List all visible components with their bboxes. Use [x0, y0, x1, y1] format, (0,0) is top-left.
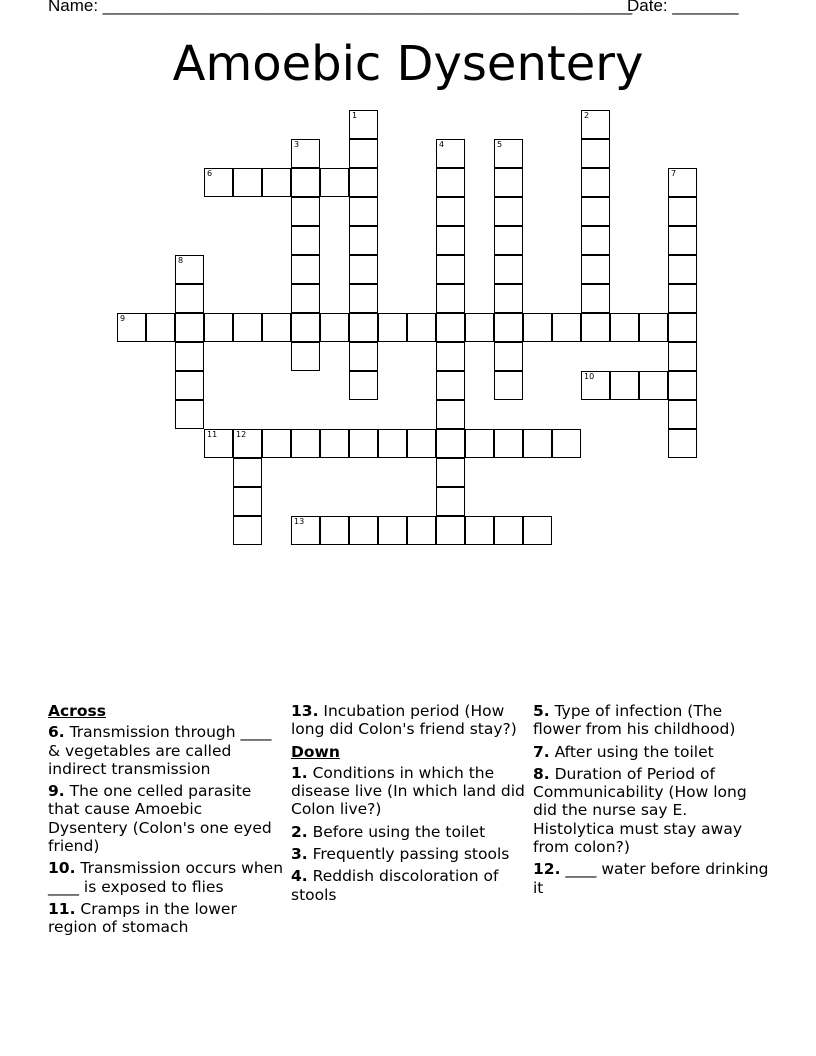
cell-number: 12 — [236, 430, 247, 439]
crossword-cell[interactable] — [436, 139, 465, 168]
crossword-cell[interactable] — [175, 342, 204, 371]
crossword-cell[interactable] — [262, 313, 291, 342]
crossword-cell[interactable] — [668, 168, 697, 197]
clue-text: Type of infection (The flower from his childhood) — [533, 702, 736, 739]
crossword-cell[interactable] — [233, 516, 262, 545]
crossword-cell[interactable] — [407, 429, 436, 458]
crossword-cell[interactable] — [320, 168, 349, 197]
cell-number: 9 — [120, 314, 126, 323]
clues-column-1 — [48, 702, 284, 941]
crossword-cell[interactable] — [378, 516, 407, 545]
crossword-cell[interactable] — [494, 516, 523, 545]
crossword-cell[interactable] — [407, 313, 436, 342]
crossword-cell[interactable] — [581, 139, 610, 168]
crossword-cell[interactable] — [581, 255, 610, 284]
clue-down-5 — [533, 702, 769, 739]
cell-number: 7 — [671, 169, 677, 178]
clue-number: 2. — [291, 822, 308, 841]
crossword-cell[interactable] — [581, 284, 610, 313]
crossword-cell[interactable] — [494, 255, 523, 284]
clue-across-11 — [48, 900, 284, 937]
crossword-cell[interactable] — [668, 226, 697, 255]
crossword-cell[interactable] — [262, 429, 291, 458]
crossword-cell[interactable] — [610, 371, 639, 400]
clue-number: 6. — [48, 723, 65, 742]
crossword-cell[interactable] — [494, 226, 523, 255]
crossword-cell[interactable] — [436, 313, 465, 342]
clue-across-9 — [48, 782, 284, 855]
clue-down-2 — [291, 823, 527, 841]
clue-down-3 — [291, 845, 527, 863]
crossword-cell[interactable] — [204, 168, 233, 197]
crossword-cell[interactable] — [349, 429, 378, 458]
clue-across-10 — [48, 859, 284, 896]
crossword-cell[interactable] — [523, 313, 552, 342]
clue-text: After using the toilet — [549, 742, 714, 761]
clue-number: 5. — [533, 702, 550, 720]
cell-number: 11 — [207, 430, 218, 439]
crossword-cell[interactable] — [175, 371, 204, 400]
crossword-cell[interactable] — [465, 429, 494, 458]
clue-number: 12. — [533, 860, 561, 879]
crossword-cell[interactable] — [262, 168, 291, 197]
clue-text: Transmission occurs when ____ is exposed to flies — [48, 859, 284, 896]
crossword-cell[interactable] — [291, 168, 320, 197]
crossword-cell[interactable] — [175, 255, 204, 284]
crossword-cell[interactable] — [117, 313, 146, 342]
clue-text: ____ water before drinking it — [533, 860, 769, 897]
crossword-cell[interactable] — [436, 255, 465, 284]
cell-number: 4 — [439, 140, 445, 149]
clue-text: Reddish discoloration of stools — [291, 867, 499, 904]
crossword-cell[interactable] — [349, 313, 378, 342]
date-field-label: Date: _______ — [627, 0, 739, 15]
clue-number: 8. — [533, 764, 550, 783]
crossword-cell[interactable] — [436, 429, 465, 458]
clue-number: 1. — [291, 763, 308, 782]
crossword-cell[interactable] — [291, 197, 320, 226]
crossword-cell[interactable] — [349, 342, 378, 371]
crossword-cell[interactable] — [436, 342, 465, 371]
crossword-cell[interactable] — [291, 313, 320, 342]
crossword-cell[interactable] — [610, 313, 639, 342]
crossword-cell[interactable] — [436, 226, 465, 255]
cell-number: 1 — [352, 111, 358, 120]
crossword-cell[interactable] — [233, 168, 262, 197]
clue-text: The one celled parasite that cause Amoebic Dysentery (Colon's one eyed friend) — [48, 782, 272, 856]
crossword-cell[interactable] — [233, 487, 262, 516]
crossword-cell[interactable] — [349, 255, 378, 284]
crossword-cell[interactable] — [349, 371, 378, 400]
clue-text: Conditions in which the disease live (In which land did Colon live?) — [291, 763, 525, 819]
clue-text: Cramps in the lower region of stomach — [48, 899, 237, 937]
crossword-cell[interactable] — [494, 284, 523, 313]
clue-number: 11. — [48, 899, 76, 918]
crossword-cell[interactable] — [668, 429, 697, 458]
crossword-cell[interactable] — [668, 342, 697, 371]
crossword-cell[interactable] — [291, 255, 320, 284]
clue-number: 9. — [48, 782, 65, 801]
crossword-cell[interactable] — [291, 226, 320, 255]
crossword-cell[interactable] — [175, 313, 204, 342]
clues-column-3 — [533, 702, 769, 901]
clue-text: Duration of Period of Communicability (How long did the nurse say E. Histolytica must stay away from colon?) — [533, 764, 747, 857]
crossword-cell[interactable] — [465, 516, 494, 545]
crossword-cell[interactable] — [291, 342, 320, 371]
cell-number: 3 — [294, 140, 300, 149]
crossword-cell[interactable] — [349, 110, 378, 139]
crossword-cell[interactable] — [378, 429, 407, 458]
cell-number: 2 — [584, 111, 590, 120]
crossword-cell[interactable] — [349, 139, 378, 168]
crossword-cell[interactable] — [291, 139, 320, 168]
crossword-cell[interactable] — [494, 197, 523, 226]
crossword-cell[interactable] — [291, 516, 320, 545]
crossword-cell[interactable] — [233, 313, 262, 342]
clue-down-1 — [291, 764, 527, 819]
crossword-cell[interactable] — [204, 429, 233, 458]
crossword-cell[interactable] — [320, 429, 349, 458]
crossword-cell[interactable] — [494, 429, 523, 458]
clue-number: 10. — [48, 859, 76, 878]
down-heading: Down — [291, 742, 340, 761]
crossword-cell[interactable] — [668, 400, 697, 429]
crossword-cell[interactable] — [581, 371, 610, 400]
crossword-cell[interactable] — [146, 313, 175, 342]
crossword-cell[interactable] — [378, 313, 407, 342]
crossword-cell[interactable] — [175, 284, 204, 313]
crossword-cell[interactable] — [407, 516, 436, 545]
crossword-cell[interactable] — [233, 429, 262, 458]
name-field-label: Name: ________________________________________________________ — [48, 0, 633, 15]
crossword-cell[interactable] — [291, 284, 320, 313]
crossword-cell[interactable] — [291, 429, 320, 458]
crossword-cell[interactable] — [552, 429, 581, 458]
crossword-cell[interactable] — [668, 371, 697, 400]
clue-number: 7. — [533, 742, 550, 761]
crossword-cell[interactable] — [523, 516, 552, 545]
crossword-cell[interactable] — [494, 168, 523, 197]
clue-text: Before using the toilet — [307, 822, 486, 841]
crossword-cell[interactable] — [581, 226, 610, 255]
crossword-cell[interactable] — [494, 371, 523, 400]
cell-number: 8 — [178, 256, 184, 265]
crossword-cell[interactable] — [204, 313, 233, 342]
clue-down-12 — [533, 860, 769, 897]
crossword-cell[interactable] — [494, 313, 523, 342]
clue-text: Frequently passing stools — [307, 845, 510, 864]
clue-down-7 — [533, 743, 769, 761]
crossword-cell[interactable] — [320, 313, 349, 342]
crossword-cell[interactable] — [494, 342, 523, 371]
crossword-cell[interactable] — [581, 110, 610, 139]
clue-across-6 — [48, 723, 284, 778]
cell-number: 13 — [294, 517, 305, 526]
crossword-cell[interactable] — [639, 371, 668, 400]
clue-across-13 — [291, 702, 527, 739]
crossword-cell[interactable] — [175, 400, 204, 429]
clue-number: 3. — [291, 845, 308, 864]
crossword-cell[interactable] — [494, 139, 523, 168]
crossword-cell[interactable] — [349, 284, 378, 313]
puzzle-title: Amoebic Dysentery — [172, 36, 644, 92]
crossword-cell[interactable] — [552, 313, 581, 342]
cell-number: 6 — [207, 169, 213, 178]
crossword-cell[interactable] — [581, 168, 610, 197]
crossword-cell[interactable] — [668, 197, 697, 226]
crossword-cell[interactable] — [349, 226, 378, 255]
crossword-cell[interactable] — [523, 429, 552, 458]
crossword-cell[interactable] — [668, 255, 697, 284]
crossword-cell[interactable] — [320, 516, 349, 545]
crossword-cell[interactable] — [668, 284, 697, 313]
crossword-cell[interactable] — [465, 313, 494, 342]
cell-number: 10 — [584, 372, 595, 381]
crossword-cell[interactable] — [581, 197, 610, 226]
crossword-cell[interactable] — [436, 516, 465, 545]
crossword-cell[interactable] — [436, 284, 465, 313]
crossword-cell[interactable] — [581, 313, 610, 342]
crossword-cell[interactable] — [436, 458, 465, 487]
crossword-cell[interactable] — [436, 371, 465, 400]
crossword-cell[interactable] — [436, 400, 465, 429]
clues-column-2 — [291, 702, 527, 908]
clue-down-8 — [533, 765, 769, 856]
cell-number: 5 — [497, 140, 503, 149]
clue-down-4 — [291, 867, 527, 904]
crossword-cell[interactable] — [436, 487, 465, 516]
clue-text: Transmission through ____ & vegetables are called indirect transmission — [48, 723, 272, 778]
crossword-cell[interactable] — [349, 197, 378, 226]
crossword-cell[interactable] — [349, 516, 378, 545]
crossword-cell[interactable] — [349, 168, 378, 197]
crossword-cell[interactable] — [233, 458, 262, 487]
crossword-cell[interactable] — [436, 168, 465, 197]
across-heading: Across — [48, 702, 106, 720]
clue-number: 4. — [291, 867, 308, 886]
crossword-cell[interactable] — [436, 197, 465, 226]
clue-number: 13. — [291, 702, 319, 720]
crossword-cell[interactable] — [668, 313, 697, 342]
crossword-cell[interactable] — [639, 313, 668, 342]
clue-text: Incubation period (How long did Colon's friend stay?) — [291, 702, 517, 739]
